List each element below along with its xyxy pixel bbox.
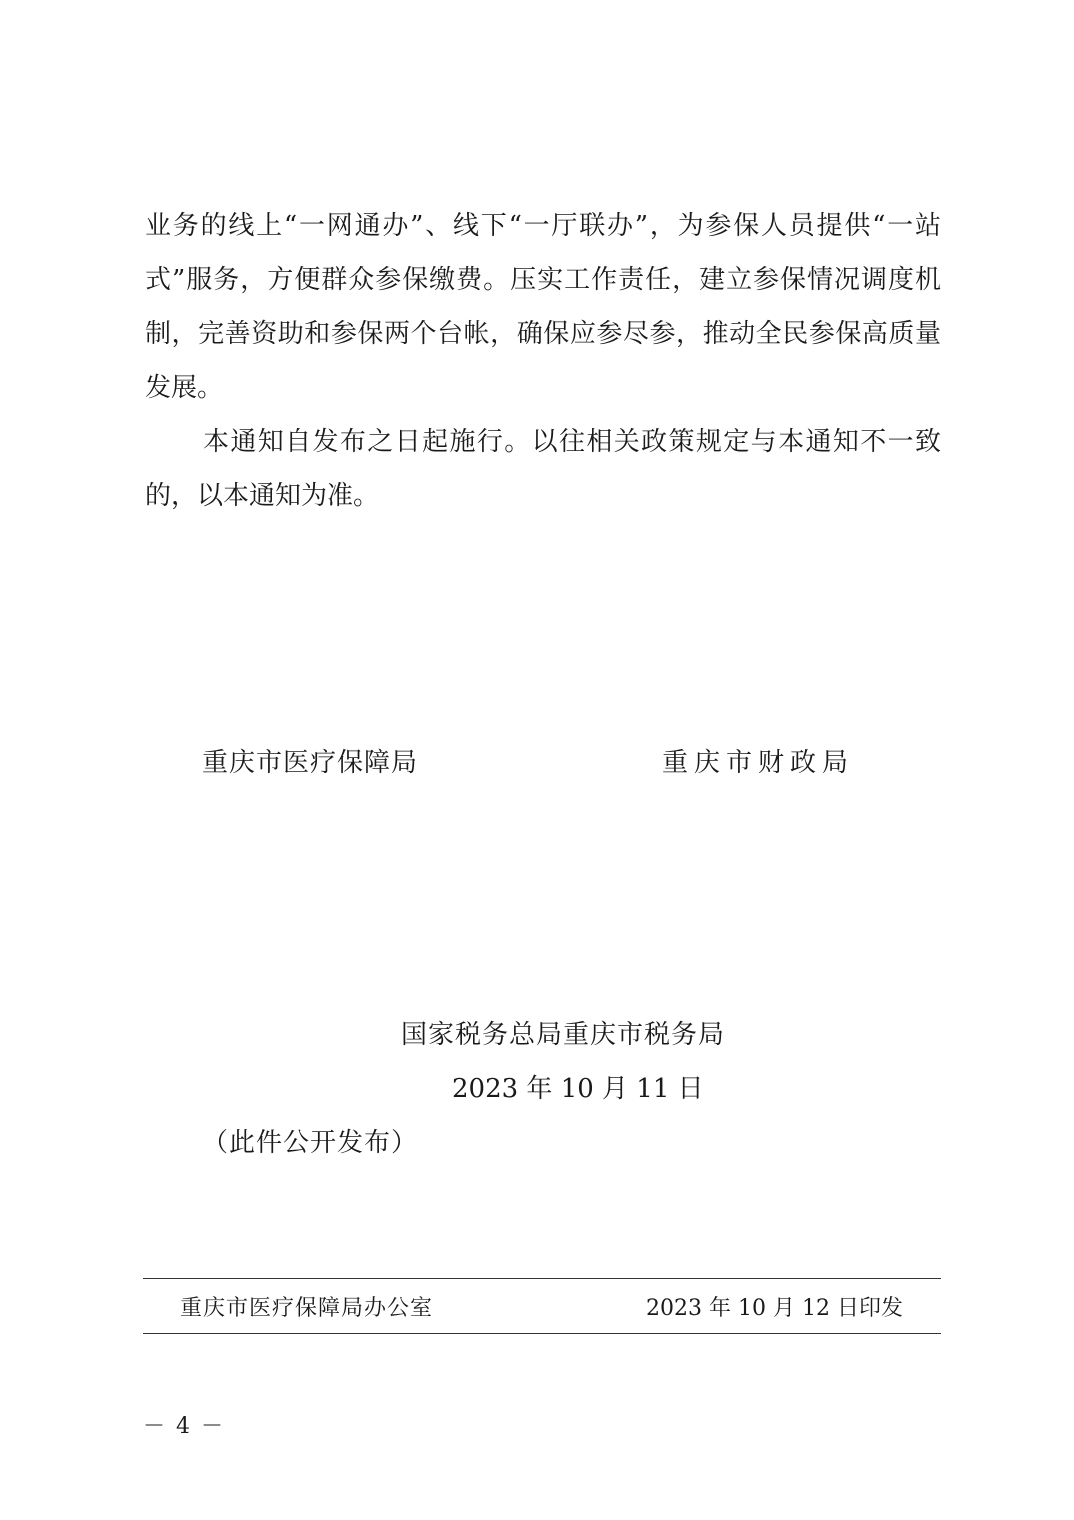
- footer-issuer: 重庆市医疗保障局办公室: [180, 1296, 434, 1321]
- signature-tax-bureau: 国家税务总局重庆市税务局: [401, 1020, 726, 1050]
- signature-date: 2023 年 10 月 11 日: [452, 1074, 704, 1104]
- body-paragraph-1: 业务的线上“一网通办”、线下“一厅联办”，为参保人员提供“一站式”服务，方便群众参保缴费。压实工作责任，建立参保情况调度机制，完善资助和参保两个台帐，确保应参尽参，推动全民参保高质量发展。: [145, 211, 941, 403]
- signature-finance-bureau: 重庆市财政局: [662, 748, 855, 778]
- footer-print-date: 2023 年 10 月 12 日印发: [646, 1296, 903, 1321]
- publication-note: （此件公开发布）: [202, 1128, 419, 1158]
- page-number: － 4 －: [143, 1414, 225, 1439]
- signature-medical-security-bureau: 重庆市医疗保障局: [202, 748, 419, 778]
- body-paragraph-2: 本通知自发布之日起施行。以往相关政策规定与本通知不一致的，以本通知为准。: [145, 427, 941, 511]
- footer-top-rule: [143, 1278, 941, 1279]
- footer-bottom-rule: [143, 1333, 941, 1334]
